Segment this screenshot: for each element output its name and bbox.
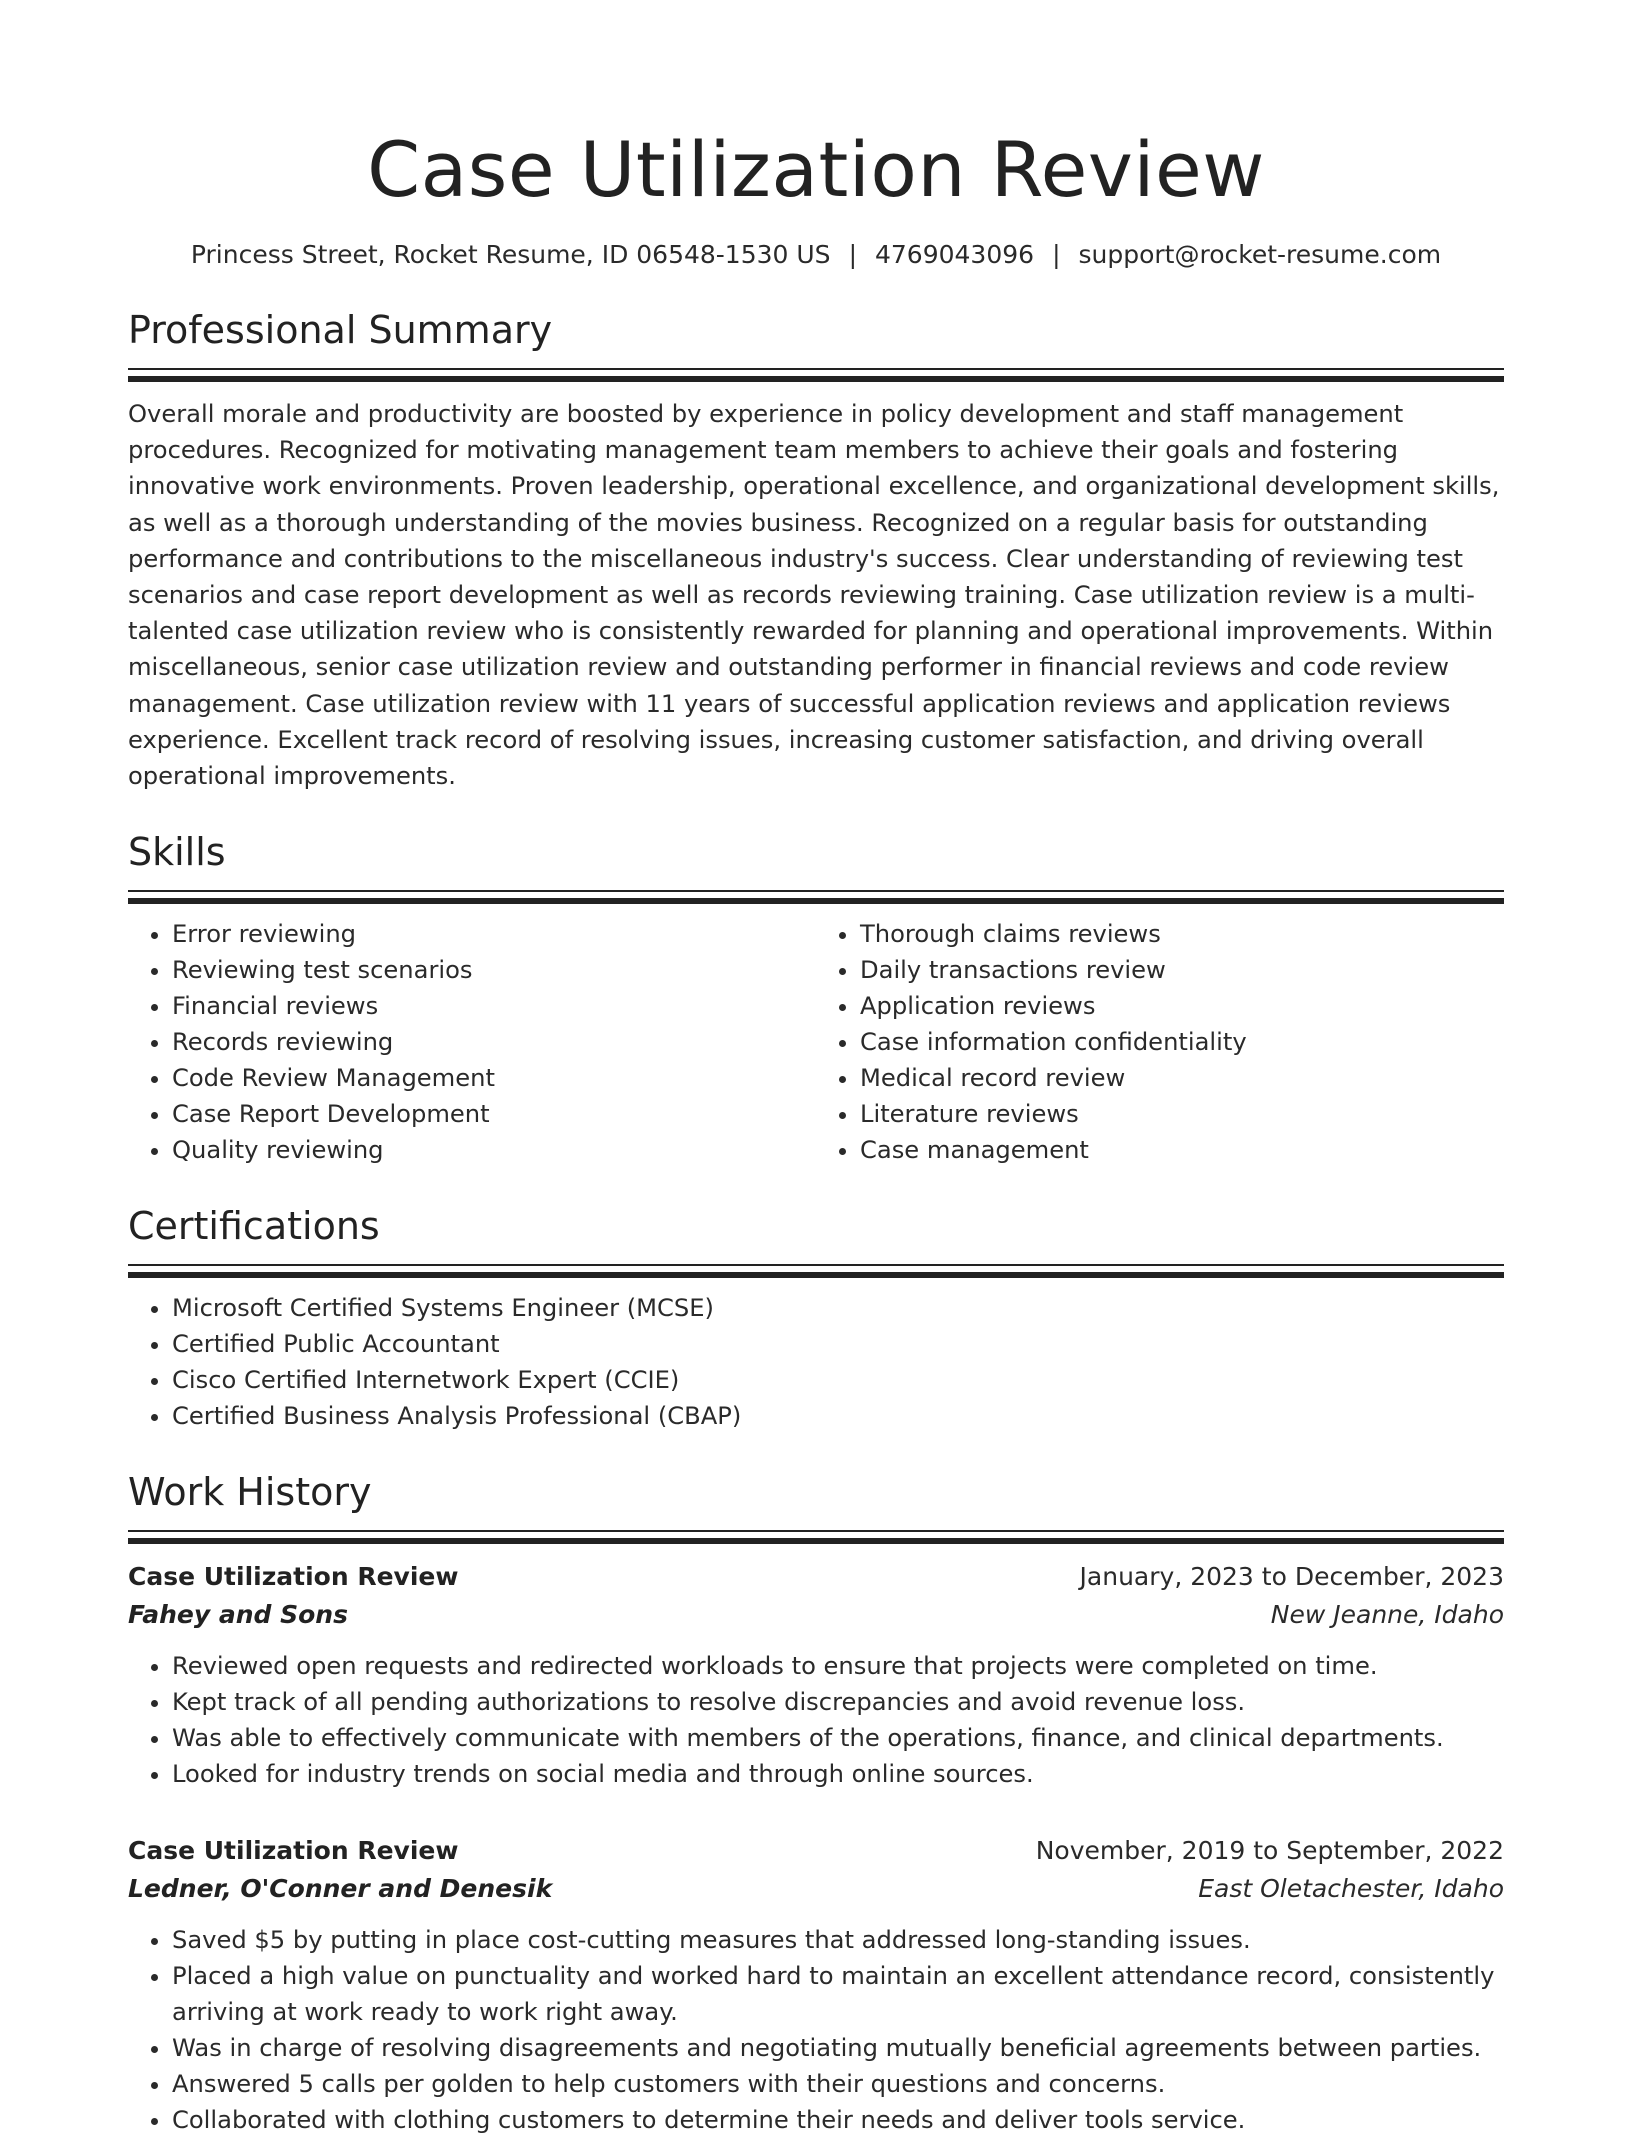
contact-line bbox=[128, 238, 1504, 272]
section-rule-thick bbox=[128, 898, 1504, 904]
job-dates: November, 2019 to September, 2022 bbox=[1035, 1836, 1504, 1866]
job-header-row bbox=[128, 1558, 1504, 1596]
section-title-skills: Skills bbox=[128, 830, 226, 875]
summary-text: Overall morale and productivity are boosted by experience in policy development and staff management procedures. Recognized for motivating management team members to achieve their goals and fostering innovative work environments. Proven leadership, operational excellence, and organizational development skills, as well as a thorough understanding of the movies business. Recognized on a regular basis for outstanding performance and contributions to the miscellaneous industry's success. Clear understanding of reviewing test scenarios and case report development as well as records reviewing training. Case utilization review is a multi-talented case utilization review who is consistently rewarded for planning and operational improvements. Within miscellaneous, senior case utilization review and outstanding performer in financial reviews and code review management. Case utilization review with 11 years of successful application reviews and application reviews experience. Excellent track record of resolving issues, increasing customer satisfaction, and driving overall operational improvements. bbox=[128, 400, 1500, 791]
skill-item: • Quality reviewing bbox=[172, 1132, 816, 1168]
section-title-summary: Professional Summary bbox=[128, 308, 553, 352]
contact-separator: | bbox=[1052, 240, 1061, 269]
job-bullet: • Reviewed open requests and redirected workloads to ensure that projects were completed on time. bbox=[172, 1648, 1504, 1684]
skill-item: • Error reviewing bbox=[172, 916, 816, 952]
section-rule bbox=[128, 1530, 1504, 1532]
section-rule-thick bbox=[128, 376, 1504, 382]
job-bullet: • Placed a high value on punctuality and worked hard to maintain an excellent attendance record, consistently arriving at work ready to work right away. bbox=[172, 1958, 1504, 2030]
job-bullet: • Kept track of all pending authorizations to resolve discrepancies and avoid revenue loss. bbox=[172, 1684, 1504, 1720]
contact-address: Princess Street, Rocket Resume, ID 06548-1530 US bbox=[190, 240, 831, 269]
job-header-row bbox=[128, 1832, 1504, 1870]
skill-item: • Code Review Management bbox=[172, 1060, 816, 1096]
job-bullet: • Was in charge of resolving disagreements and negotiating mutually beneficial agreements between parties. bbox=[172, 2030, 1504, 2066]
skill-item: • Case Report Development bbox=[172, 1096, 816, 1132]
skills-list-left bbox=[128, 916, 816, 1168]
skill-item: • Daily transactions review bbox=[860, 952, 1504, 988]
skill-item: • Case information confidentiality bbox=[860, 1024, 1504, 1060]
job-bullet: • Collaborated with clothing customers to determine their needs and deliver tools service. bbox=[172, 2102, 1504, 2138]
job-location: East Oletachester, Idaho bbox=[1198, 1874, 1504, 1904]
resume-name: Case Utilization Review bbox=[367, 125, 1265, 214]
job-bullet: • Saved $5 by putting in place cost-cutting measures that addressed long-standing issues. bbox=[172, 1922, 1504, 1958]
job-bullet: • Looked for industry trends on social media and through online sources. bbox=[172, 1756, 1504, 1792]
skill-item: • Reviewing test scenarios bbox=[172, 952, 816, 988]
job-title: Case Utilization Review bbox=[128, 1562, 459, 1592]
skills-columns bbox=[128, 916, 1504, 1168]
certification-item: • Certified Business Analysis Professional (CBAP) bbox=[172, 1398, 1504, 1434]
skill-item: • Application reviews bbox=[860, 988, 1504, 1024]
job-location: New Jeanne, Idaho bbox=[1270, 1600, 1504, 1630]
job-bullet: • Was able to effectively communicate with members of the operations, finance, and clinical departments. bbox=[172, 1720, 1504, 1756]
job-company: Fahey and Sons bbox=[128, 1600, 348, 1630]
job-bullets bbox=[128, 1922, 1504, 2138]
summary-section bbox=[128, 304, 1504, 794]
certification-item: • Certified Public Accountant bbox=[172, 1326, 1504, 1362]
skills-column-right bbox=[816, 916, 1504, 1168]
skill-item: • Financial reviews bbox=[172, 988, 816, 1024]
section-title-work-history: Work History bbox=[128, 1470, 372, 1515]
section-rule bbox=[128, 890, 1504, 892]
skills-list-right bbox=[816, 916, 1504, 1168]
certification-item: • Cisco Certified Internetwork Expert (CCIE) bbox=[172, 1362, 1504, 1398]
section-rule bbox=[128, 368, 1504, 370]
skill-item: • Thorough claims reviews bbox=[860, 916, 1504, 952]
section-rule-thick bbox=[128, 1272, 1504, 1278]
skill-item: • Case management bbox=[860, 1132, 1504, 1168]
certifications-list bbox=[128, 1290, 1504, 1434]
job-dates: January, 2023 to December, 2023 bbox=[1079, 1562, 1504, 1592]
job-bullet: • Answered 5 calls per golden to help customers with their questions and concerns. bbox=[172, 2066, 1504, 2102]
job-bullets bbox=[128, 1648, 1504, 1792]
skill-item: • Records reviewing bbox=[172, 1024, 816, 1060]
contact-separator: | bbox=[848, 240, 857, 269]
section-title-certifications: Certifications bbox=[128, 1204, 380, 1249]
job-company: Ledner, O'Conner and Denesik bbox=[128, 1874, 553, 1904]
skills-section bbox=[128, 826, 1504, 1168]
job-company-row bbox=[128, 1596, 1504, 1634]
contact-phone: 4769043096 bbox=[875, 240, 1035, 269]
certification-item: • Microsoft Certified Systems Engineer (MCSE) bbox=[172, 1290, 1504, 1326]
job-title: Case Utilization Review bbox=[128, 1836, 459, 1866]
skills-column-left bbox=[128, 916, 816, 1168]
section-rule-thick bbox=[128, 1538, 1504, 1544]
skill-item: • Literature reviews bbox=[860, 1096, 1504, 1132]
skill-item: • Medical record review bbox=[860, 1060, 1504, 1096]
job-entry bbox=[128, 1832, 1504, 2138]
job-entry bbox=[128, 1558, 1504, 1792]
section-rule bbox=[128, 1264, 1504, 1266]
work-history-section bbox=[128, 1466, 1504, 2138]
contact-email: support@rocket-resume.com bbox=[1078, 240, 1442, 269]
certifications-section bbox=[128, 1200, 1504, 1434]
job-company-row bbox=[128, 1870, 1504, 1908]
